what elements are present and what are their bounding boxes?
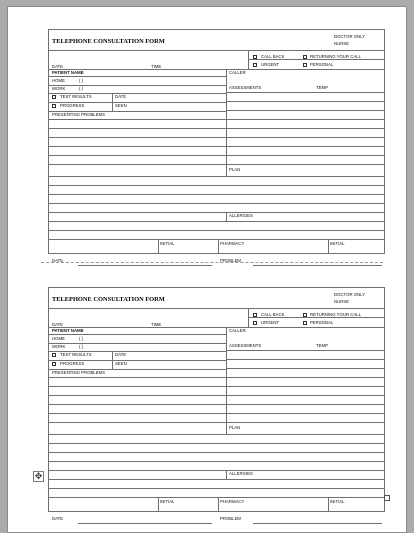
- work-phone-parens[interactable]: ( ): [79, 344, 84, 349]
- progress-checkbox[interactable]: [52, 104, 56, 108]
- footer-date-line[interactable]: [78, 523, 212, 524]
- urgent-label: URGENT: [261, 320, 280, 325]
- temp-label: TEMP: [316, 343, 328, 348]
- plan-label: PLAN: [229, 167, 241, 172]
- test-results-checkbox[interactable]: [52, 353, 56, 357]
- time-label: TIME: [151, 322, 162, 327]
- date-label: DATE: [52, 64, 64, 69]
- form-title: TELEPHONE CONSULTATION FORM: [52, 296, 165, 303]
- personal-label: PERSONAL: [310, 62, 334, 67]
- time-label: TIME: [151, 64, 162, 69]
- initial-2-label: INITIAL: [330, 499, 345, 504]
- footer-date-line[interactable]: [78, 265, 212, 266]
- call-back-label: CALL BACK: [261, 312, 285, 317]
- patient-name-label: PATIENT NAME: [52, 328, 84, 333]
- cut-line-divider: [41, 262, 383, 263]
- home-phone-parens[interactable]: ( ): [79, 78, 84, 83]
- doctor-only-label: DOCTOR ONLY: [334, 292, 366, 297]
- nurse-label: NURSE: [334, 41, 350, 46]
- initial-2-label: INITIAL: [330, 241, 345, 246]
- patient-name-label: PATIENT NAME: [52, 70, 84, 75]
- personal-checkbox[interactable]: [303, 63, 307, 67]
- date-label: DATE: [52, 322, 64, 327]
- table-move-handle-icon[interactable]: ✥: [34, 471, 43, 481]
- personal-checkbox[interactable]: [303, 321, 307, 325]
- caller-label: CALLER: [229, 70, 246, 75]
- test-results-label: TEST RESULTS: [60, 352, 92, 357]
- nurse-label: NURSE: [334, 299, 350, 304]
- initial-label: INITIAL: [160, 499, 175, 504]
- test-results-label: TEST RESULTS: [60, 94, 92, 99]
- test-results-checkbox[interactable]: [52, 95, 56, 99]
- work-label: WORK: [52, 86, 66, 91]
- work-phone-parens[interactable]: ( ): [79, 86, 84, 91]
- pharmacy-label: PHARMACY: [220, 499, 245, 504]
- presenting-problems-label: PRESENTING PROBLEMS: [52, 112, 106, 117]
- temp-label: TEMP: [316, 85, 328, 90]
- urgent-checkbox[interactable]: [253, 63, 257, 67]
- footer-problem-line[interactable]: [253, 523, 382, 524]
- footer-date-label: DATE: [52, 258, 64, 263]
- home-phone-parens[interactable]: ( ): [79, 336, 84, 341]
- progress-label: PROGRESS: [60, 361, 85, 366]
- progress-label: PROGRESS: [60, 103, 85, 108]
- personal-label: PERSONAL: [310, 320, 334, 325]
- assessments-label: ASSESSMENTS: [229, 85, 262, 90]
- test-date-label: DATE: [115, 94, 127, 99]
- initial-label: INITIAL: [160, 241, 175, 246]
- urgent-label: URGENT: [261, 62, 280, 67]
- footer-date-label: DATE: [52, 516, 64, 521]
- footer-problem-label: PROBLEM: [220, 258, 242, 263]
- returning-call-label: RETURNING YOUR CALL: [310, 54, 362, 59]
- form-title: TELEPHONE CONSULTATION FORM: [52, 38, 165, 45]
- call-back-label: CALL BACK: [261, 54, 285, 59]
- pharmacy-label: PHARMACY: [220, 241, 245, 246]
- test-date-label: DATE: [115, 352, 127, 357]
- footer-problem-line[interactable]: [253, 265, 382, 266]
- work-label: WORK: [52, 344, 66, 349]
- home-label: HOME: [52, 336, 65, 341]
- footer-problem-label: PROBLEM: [220, 516, 242, 521]
- returning-call-label: RETURNING YOUR CALL: [310, 312, 362, 317]
- home-label: HOME: [52, 78, 65, 83]
- progress-checkbox[interactable]: [52, 362, 56, 366]
- seen-label: SEEN: [115, 361, 127, 366]
- plan-label: PLAN: [229, 425, 241, 430]
- seen-label: SEEN: [115, 103, 127, 108]
- table-resize-handle-icon[interactable]: [384, 495, 390, 501]
- allergies-label: ALLERGIES: [229, 471, 253, 476]
- presenting-problems-label: PRESENTING PROBLEMS: [52, 370, 106, 375]
- doctor-only-label: DOCTOR ONLY: [334, 34, 366, 39]
- assessments-label: ASSESSMENTS: [229, 343, 262, 348]
- caller-label: CALLER: [229, 328, 246, 333]
- urgent-checkbox[interactable]: [253, 321, 257, 325]
- allergies-label: ALLERGIES: [229, 213, 253, 218]
